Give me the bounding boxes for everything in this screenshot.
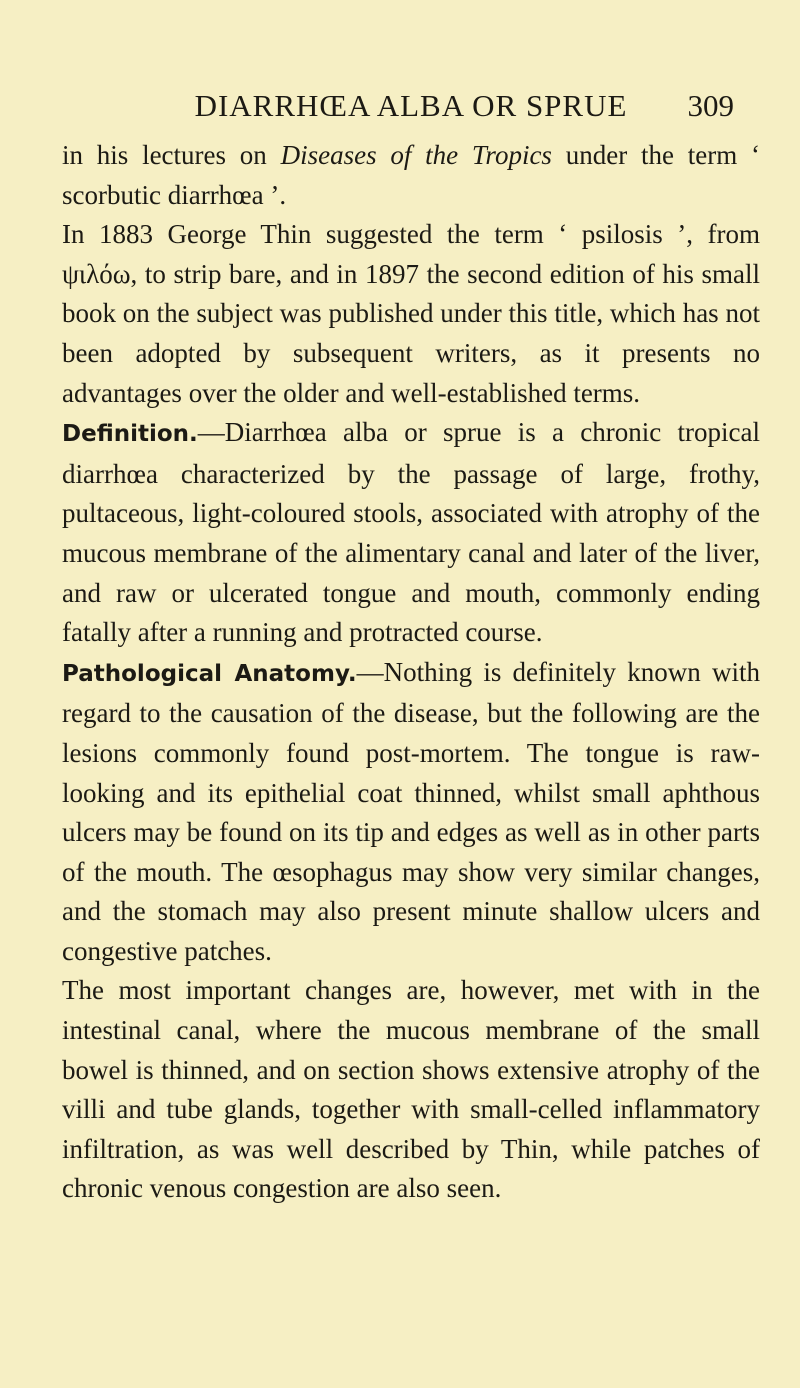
book-title: Diseases of the Tropics [280, 140, 552, 170]
text-segment: —Diarrhœa alba or sprue is a chronic tropical diarrhœa characterized by the passage of large, frothy, pultaceous, light-coloured stools, associated with atrophy of the mucous membrane of the alimentary canal and later of the liver, and raw or ulcerated tongue and mouth, commonly ending fatally after a running and protracted course. [62, 417, 760, 648]
definition-heading: Definition. [62, 421, 198, 448]
paragraph-intestinal-changes [62, 971, 760, 1209]
paragraph-psilosis [62, 215, 760, 413]
text-segment: in his lectures on [62, 140, 281, 170]
text-segment: —Nothing is definitely known with regard to the causation of the disease, but the following are the lesions commonly found post-mortem. The tongue is raw-looking and its epithelial coat thinned, whilst small aphthous ulcers may be found on its tip and edges as well as in other parts of the mouth. The œsophagus may show very similar changes, and the stomach may also present minute shallow ulcers and congestive patches. [62, 656, 760, 966]
paragraph-definition [62, 413, 760, 653]
body-text [62, 136, 760, 1209]
text-segment: In 1883 George Thin suggested the term ‘ psilosis ’, from ψιλόω, to strip bare, and in 1897 the second edition of his small book on the subject was published under this title, which has not been adopted by subsequent writers, as it presents no advantages over the older and well-established terms. [62, 219, 760, 408]
page-number: 309 [687, 88, 734, 123]
paragraph-scorbutic [62, 136, 760, 215]
text-segment: The most important changes are, however, met with in the intestinal canal, where the mucous membrane of the small bowel is thinned, and on section shows extensive atrophy of the villi and tube glands, together with small-celled inflammatory infiltration, as was well described by Thin, while patches of chronic venous congestion are also seen. [62, 975, 760, 1204]
pathological-anatomy-heading: Pathological Anatomy. [62, 660, 357, 687]
running-head [62, 88, 760, 124]
running-title: DIARRHŒA ALBA OR SPRUE [194, 88, 628, 123]
text-segment: under the term ‘ scorbutic diarrhœa ’. [62, 140, 760, 210]
paragraph-pathological-anatomy [62, 653, 760, 972]
